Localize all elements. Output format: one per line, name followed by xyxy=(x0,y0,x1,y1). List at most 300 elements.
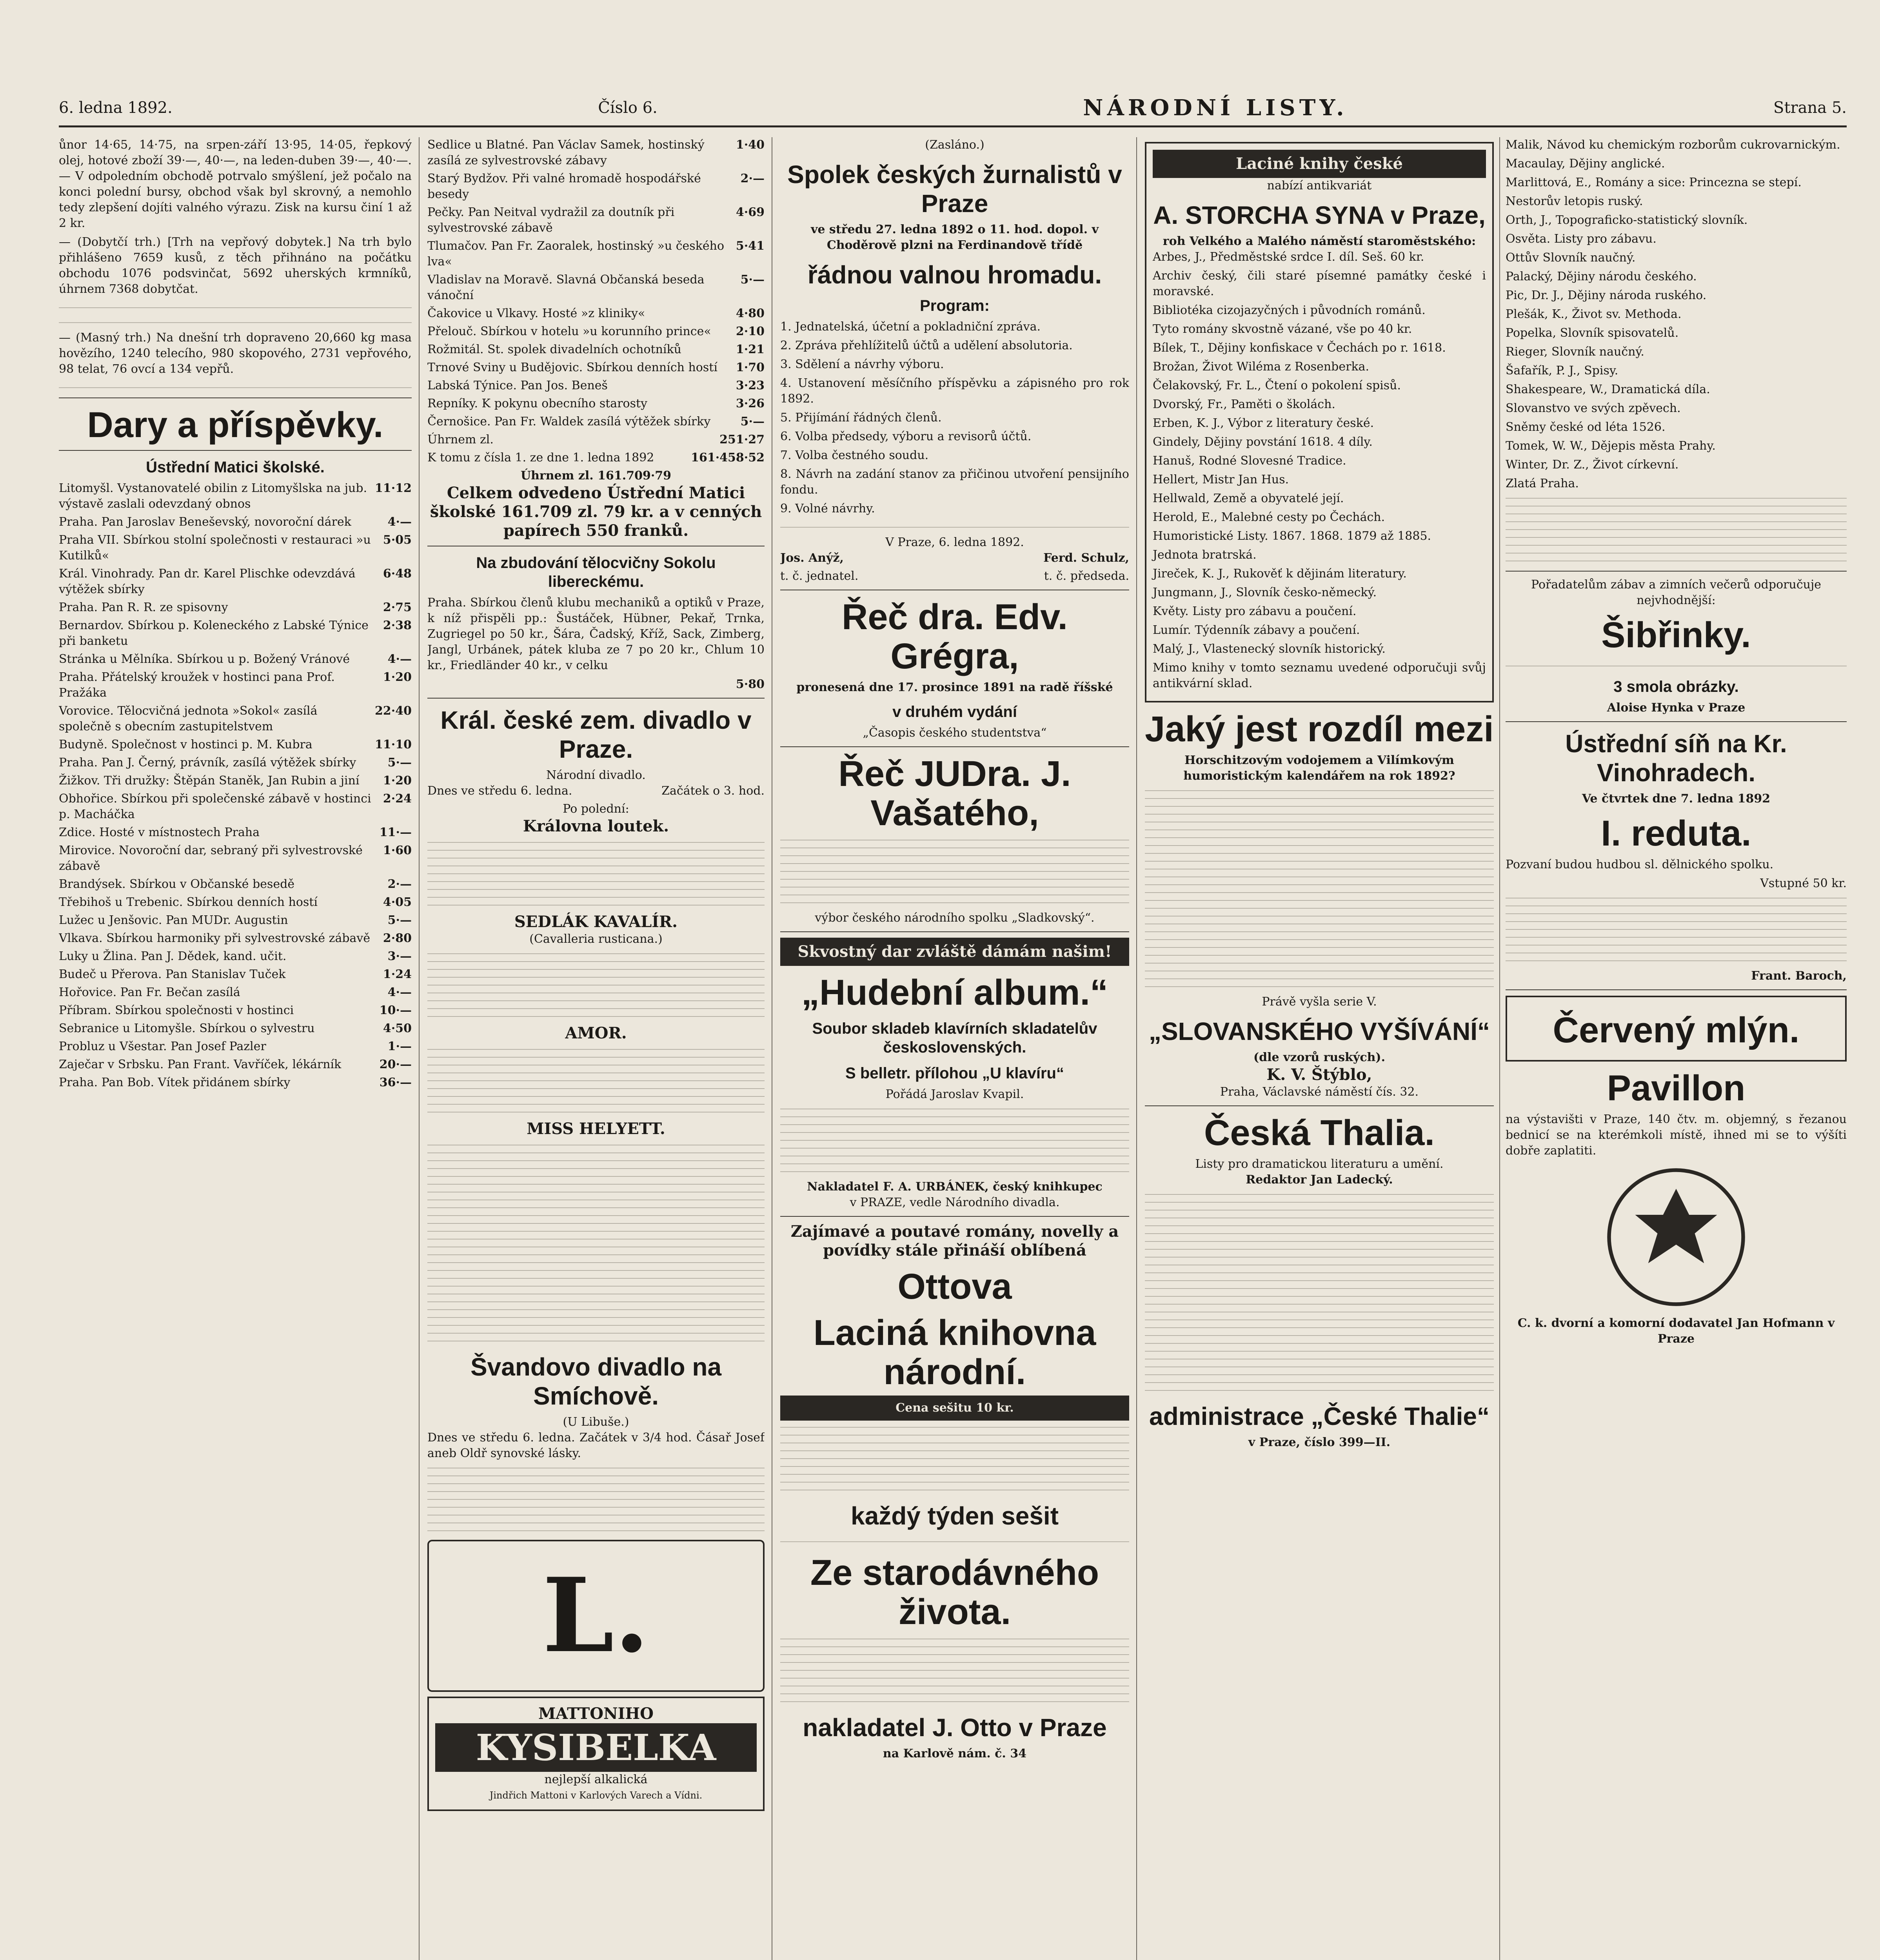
donation-entry xyxy=(59,1039,412,1054)
book-item: Jireček, K. J., Rukověť k dějinám literatury. xyxy=(1153,567,1407,581)
donation-entry xyxy=(427,272,765,303)
text-block xyxy=(1506,895,1847,965)
book-item: Slovanstvo ve svých zpěvech. xyxy=(1506,401,1681,415)
book-item: Lumír. Týdenník zábavy a poučení. xyxy=(1153,623,1360,637)
donation-entry xyxy=(59,843,412,874)
donation-amount: 1·24 xyxy=(383,967,412,981)
lacina-title: Laciná knihovna národní. xyxy=(813,1313,1096,1392)
donation-entry xyxy=(427,205,765,236)
divider xyxy=(780,746,1129,747)
donation-text: Král. Vinohrady. Pan dr. Karel Plischke odevzdává výtěžek sbírky xyxy=(59,567,356,596)
previous-total-row: K tomu z čísla 1. ze dne 1. ledna 1892 161·458·52 xyxy=(427,451,765,465)
book-item: Arbes, J., Předměstské srdce I. díl. Seš. 60 kr. xyxy=(1153,250,1424,264)
donation-entry xyxy=(59,652,412,667)
text-block xyxy=(780,1424,1129,1494)
donation-text: Stránka u Mělníka. Sbírkou u p. Božený Vránové xyxy=(59,652,350,666)
program-item: 7. Volba čestného soudu. xyxy=(780,448,929,462)
play-title: Královna loutek. xyxy=(523,817,669,835)
donation-amount: 1·20 xyxy=(383,670,412,684)
donation-text: Tlumačov. Pan Fr. Zaoralek, hostinský »u českého lva« xyxy=(427,239,725,269)
donation-text: Probluz u Všestar. Pan Josef Pazler xyxy=(59,1040,266,1053)
casopis: „Časopis českého studentstva“ xyxy=(863,726,1047,740)
book-item: Malik, Návod ku chemickým rozborům cukrovarnickým. xyxy=(1506,138,1840,152)
skvostny-banner: Skvostný dar zvláště dámám našim! xyxy=(780,938,1129,966)
donation-entry xyxy=(59,895,412,910)
book-item: Palacký, Dějiny národu českého. xyxy=(1506,270,1697,283)
vasaty-subtitle: výbor českého národního spolku „Sladkovský“. xyxy=(815,911,1095,925)
donation-text: Bernardov. Sbírkou p. Koleneckého z Labské Týnice při banketu xyxy=(59,619,369,648)
book-item: Dvorský, Fr., Paměti o školách. xyxy=(1153,397,1335,411)
book-item: Winter, Dr. Z., Život církevní. xyxy=(1506,458,1679,472)
sibrinky-title: Šibřinky. xyxy=(1601,615,1751,655)
donation-text: Sedlice u Blatné. Pan Václav Samek, hostinský zasílá ze sylvestrovské zábavy xyxy=(427,138,705,167)
donation-text: Zaječar v Srbsku. Pan Frant. Vavříček, lékárník xyxy=(59,1058,341,1071)
signature-roles: t. č. jednatel. t. č. předseda. xyxy=(780,569,1129,583)
donation-entry xyxy=(59,481,412,512)
book-item: Plešák, K., Život sv. Methoda. xyxy=(1506,307,1682,321)
book-item: Ottův Slovník naučný. xyxy=(1506,251,1636,265)
donation-entry xyxy=(59,566,412,597)
text-block xyxy=(427,1465,765,1535)
vysivani-address: Praha, Václavské náměstí čís. 32. xyxy=(1220,1085,1419,1099)
donation-entry xyxy=(427,238,765,270)
donation-amount: 11·10 xyxy=(375,738,412,751)
program-item: 4. Ustanovení měsíčního příspěvku a zápisného pro rok 1892. xyxy=(780,376,1129,406)
book-item: Gindely, Dějiny povstání 1618. 4 díly. xyxy=(1153,435,1373,449)
book-item: Nestorův letopis ruský. xyxy=(1506,194,1643,208)
donation-entry xyxy=(59,877,412,892)
donation-text: Černošice. Pan Fr. Waldek zasílá výtěžek sbírky xyxy=(427,415,711,428)
pavillon-text: na výstavišti v Praze, 140 čtv. m. objemný, s řezanou bednicí se na kterémkoli místě, ihned mi se to výšíti dobře zaplatiti. xyxy=(1506,1112,1847,1158)
obrazky-title: 3 smola obrázky. xyxy=(1613,678,1739,695)
book-item: Humoristické Listy. 1867. 1868. 1879 až 1885. xyxy=(1153,529,1431,543)
donation-text: Vorovice. Tělocvičná jednota »Sokol« zasílá společně s obecním zastupitelstvem xyxy=(59,704,318,733)
text-block xyxy=(1145,1191,1494,1395)
donation-entry xyxy=(59,600,412,615)
play-subtitle: (Cavalleria rusticana.) xyxy=(529,932,663,946)
mattoni-caption: nejlepší alkalická xyxy=(544,1773,648,1786)
text-block xyxy=(780,1105,1129,1176)
donation-text: Rožmitál. St. spolek divadelních ochotníků xyxy=(427,343,681,356)
play-title: MISS HELYETT. xyxy=(527,1120,665,1138)
hofmann-text: C. k. dvorní a komorní dodavatel Jan Hofmann v Praze xyxy=(1517,1316,1835,1346)
jaky-title: Jaký jest rozdíl mezi xyxy=(1145,709,1494,749)
donation-amount: 3·— xyxy=(387,949,412,963)
newspaper-title: NÁRODNÍ LISTY. xyxy=(1083,95,1348,121)
album-title: „Hudební album.“ xyxy=(801,973,1108,1013)
vysivani-intro: Právě vyšla serie V. xyxy=(1262,995,1377,1009)
donation-entry xyxy=(427,324,765,339)
donation-amount: 3·23 xyxy=(736,379,765,392)
donation-amount: 5·— xyxy=(740,273,765,287)
text-block xyxy=(59,315,412,327)
donation-amount: 5·— xyxy=(387,913,412,927)
donation-text: Třebihoš u Trebenic. Sbírkou denních hostí xyxy=(59,895,318,909)
donation-text: Starý Bydžov. Při valné hromadě hospodářské besedy xyxy=(427,172,701,201)
starodavne-title: Ze starodávného života. xyxy=(810,1553,1099,1632)
donation-amount: 2·24 xyxy=(383,792,412,806)
column-1 xyxy=(59,137,412,1960)
theater-note: Po polední: xyxy=(563,802,629,816)
signature-place: V Praze, 6. ledna 1892. xyxy=(885,535,1024,549)
market-report: ůnor 14·65, 14·75, na srpen-září 13·95, 14·05, řepkový olej, hotové zboží 39·—, 40·—, na leden-duben 39·—, 40·—. — V odpoledním obchodě potrvalo smýšlení, jež počalo na konci polední bursy, obchod však byl skrovný, a nemohlo tedy zlepšení dojíti valného výrazu. Zisk na kursu činí 1 až 2 kr. xyxy=(59,138,412,230)
book-list xyxy=(1506,137,1847,492)
sokol-text: Praha. Sbírkou členů klubu mechaniků a optiků v Praze, k níž přispěli pp.: Šustáček, Hübner, Pekař, Trnka, Zugriegel po 50 kr., Šára, Čadský, Kříž, Sack, Zimberg, Jangl, Urbánek, pátek kluba ze 7 po 20 kr., Chlum 10 kr., Friedländer 40 kr., v celku xyxy=(427,596,765,672)
mattoni-advertisement xyxy=(427,1697,765,1811)
book-item: Orth, J., Topograficko-statistický slovník. xyxy=(1506,213,1748,227)
donation-amount: 22·40 xyxy=(375,704,412,718)
donation-amount: 3·26 xyxy=(736,397,765,410)
donation-amount: 5·41 xyxy=(736,239,765,253)
section-title: Dary a příspěvky. xyxy=(87,405,383,445)
cena-banner: Cena sešitu 10 kr. xyxy=(780,1396,1129,1421)
book-item: Popelka, Slovník spisovatelů. xyxy=(1506,326,1679,340)
book-item: Tomek, W. W., Dějepis města Prahy. xyxy=(1506,439,1716,453)
zaslano-label: (Zasláno.) xyxy=(925,138,985,152)
klavir-editor: Pořádá Jaroslav Kvapil. xyxy=(885,1087,1024,1101)
donation-text: Praha. Pan Bob. Vítek přidánem sbírky xyxy=(59,1076,291,1089)
vstupne-row: Vstupné 50 kr. xyxy=(1760,877,1847,890)
meat-market: — (Masný trh.) Na dnešní trh dopraveno 20,660 kg masa hovězího, 1240 telecího, 980 skopového, 2731 vepřového, 98 telat, 76 ovcí a 134 vepřů. xyxy=(59,331,412,376)
donation-text: Čakovice u Vlkavy. Hosté »z kliniky« xyxy=(427,307,645,320)
storch-firm: A. STORCHA SYNA v Praze, xyxy=(1153,201,1486,229)
donation-amount: 5·— xyxy=(740,415,765,428)
text-block xyxy=(1506,495,1847,565)
book-item: Hellert, Mistr Jan Hus. xyxy=(1153,473,1289,486)
donation-amount: 1·21 xyxy=(736,343,765,356)
donation-amount: 20·— xyxy=(379,1058,412,1071)
spolek-title: Spolek českých žurnalistů v Praze xyxy=(787,160,1122,218)
donation-amount: 1·40 xyxy=(736,138,765,152)
donation-amount: 4·— xyxy=(387,985,412,999)
storch-note: Mimo knihy v tomto seznamu uvedené odporučuji svůj antikvární sklad. xyxy=(1153,661,1486,690)
book-item: Shakespeare, W., Dramatická díla. xyxy=(1506,383,1710,396)
donation-entry xyxy=(59,703,412,735)
program-list xyxy=(780,319,1129,517)
text-block xyxy=(1145,787,1494,991)
donation-entry xyxy=(427,360,765,376)
program-item: 1. Jednatelská, účetní a pokladniční zpráva. xyxy=(780,320,1041,334)
donation-entry xyxy=(427,306,765,321)
text-block xyxy=(59,380,412,392)
donation-text: Praha. Pan J. Černý, právník, zasílá výtěžek sbírky xyxy=(59,756,356,769)
donation-text: Hořovice. Pan Fr. Bečan zasílá xyxy=(59,985,240,999)
donation-text: Praha VII. Sbírkou stolní společnosti v restauraci »u Kutilků« xyxy=(59,533,371,563)
grand-total: Úhrnem zl. 161.709·79 xyxy=(520,469,672,483)
donation-entry xyxy=(59,791,412,822)
storch-subtitle: nabízí antikvariát xyxy=(1267,179,1372,192)
book-item: Jungmann, J., Slovník česko-německý. xyxy=(1153,586,1377,599)
book-item: Hellwald, Země a obyvatelé její. xyxy=(1153,492,1344,505)
book-item: Sněmy české od léta 1526. xyxy=(1506,420,1666,434)
donation-entry xyxy=(59,1057,412,1073)
donation-amount: 36·— xyxy=(379,1076,412,1089)
donation-entry xyxy=(59,514,412,530)
donation-text: Žižkov. Tři družky: Štěpán Staněk, Jan Rubin a jiní xyxy=(59,774,360,788)
text-block xyxy=(427,1046,765,1116)
album-subtitle: Soubor skladeb klavírních skladatelův československých. xyxy=(812,1020,1097,1056)
program-item: 3. Sdělení a návrhy výboru. xyxy=(780,358,944,371)
thalia-title: Česká Thalia. xyxy=(1204,1113,1435,1153)
donation-entry xyxy=(59,1003,412,1018)
storch-address: roh Velkého a Malého náměstí staroměstského: xyxy=(1163,234,1476,248)
letter-l-emblem: L. xyxy=(542,1556,650,1675)
donation-entry xyxy=(59,1075,412,1091)
donation-entry xyxy=(59,913,412,928)
kazdy-title: každý týden sešit xyxy=(851,1502,1059,1530)
program-item: 8. Návrh na zadání stanov za přičinou utvoření pensijního fondu. xyxy=(780,467,1129,497)
program-item: 6. Volba předsedy, výboru a revisorů účtů. xyxy=(780,430,1032,443)
cerveny-title: Červený mlýn. xyxy=(1553,1010,1800,1050)
divider xyxy=(59,450,412,451)
zajimave-text: Zajímavé a poutavé romány, novelly a povídky stále přináší oblíbená xyxy=(790,1222,1119,1259)
book-item: Bílek, T., Dějiny konfiskace v Čechách po r. 1618. xyxy=(1153,341,1446,355)
eagle-crest-icon xyxy=(1602,1163,1751,1312)
donation-entry xyxy=(427,396,765,412)
gregr-note: v druhém vydání xyxy=(892,703,1017,720)
book-item: Hanuš, Rodné Slovesné Tradice. xyxy=(1153,454,1346,468)
donation-entry xyxy=(59,670,412,701)
donation-text: Luky u Žlina. Pan J. Dědek, kand. učit. xyxy=(59,949,287,963)
text-block xyxy=(780,520,1129,532)
donation-text: Mirovice. Novoroční dar, sebraný při sylvestrovské zábavě xyxy=(59,844,363,873)
theater-date-row: Dnes ve středu 6. ledna. Začátek o 3. hod. xyxy=(427,784,765,798)
donation-text: Zdice. Hosté v místnostech Praha xyxy=(59,826,260,839)
donation-amount: 1·70 xyxy=(736,361,765,374)
donation-text: Vladislav na Moravě. Slavná Občanská beseda vánoční xyxy=(427,273,705,302)
donation-entry xyxy=(59,949,412,964)
section-subtitle: Ústřední Matici školské. xyxy=(146,459,325,476)
klavir-title: S belletr. přílohou „U klavíru“ xyxy=(845,1065,1064,1082)
signatures: Jos. Anýž, Ferd. Schulz, xyxy=(780,551,1129,565)
donation-text: Praha. Pan Jaroslav Beneševský, novoroční dárek xyxy=(59,515,351,529)
administrace-title: administrace „České Thalie“ xyxy=(1149,1402,1489,1430)
mattoni-footer: Jindřich Mattoni v Karlových Varech a Vídni. xyxy=(489,1790,703,1801)
theater-title: Král. české zem. divadlo v Praze. xyxy=(440,706,752,763)
sokol-title: Na zbudování tělocvičny Sokolu libereckému. xyxy=(476,554,716,590)
donation-amount: 4·80 xyxy=(736,307,765,320)
nakladatel: Aloise Hynka v Praze xyxy=(1607,701,1746,715)
book-item: Erben, K. J., Výbor z literatury české. xyxy=(1153,416,1374,430)
donation-entry xyxy=(59,1021,412,1036)
divider xyxy=(1145,1105,1494,1106)
donation-text: Budeč u Přerova. Pan Stanislav Tuček xyxy=(59,967,286,981)
book-item: Marlittová, E., Romány a sice: Princezna se stepí. xyxy=(1506,176,1802,189)
issue-number: Číslo 6. xyxy=(598,99,658,117)
donation-entry xyxy=(59,773,412,789)
donation-amount: 4·— xyxy=(387,652,412,666)
pavillon-title: Pavillon xyxy=(1607,1068,1746,1108)
column-5 xyxy=(1506,137,1847,1960)
donation-text: Vlkava. Sbírkou harmoniky při sylvestrovské zábavě xyxy=(59,931,371,945)
program-item: 2. Zpráva přehlížitelů účtů a udělení absolutoria. xyxy=(780,339,1073,352)
donation-entry xyxy=(427,137,765,169)
donation-entry xyxy=(59,618,412,649)
reduta-text: Pozvaní budou hudbou sl. dělnického spolku. xyxy=(1506,858,1774,871)
donation-amount: 11·— xyxy=(379,826,412,839)
donation-list xyxy=(59,481,412,1091)
divider xyxy=(1506,989,1847,990)
divider xyxy=(59,397,412,398)
donation-entry xyxy=(427,378,765,394)
text-block xyxy=(1506,659,1847,670)
donation-text: Příbram. Sbírkou společnosti v hostinci xyxy=(59,1004,294,1017)
gregr-title: Řeč dra. Edv. Grégra, xyxy=(841,597,1068,676)
book-item: Zlatá Praha. xyxy=(1506,477,1579,490)
ustredni-title: Ústřední síň na Kr. Vinohradech. xyxy=(1565,730,1787,787)
column-2 xyxy=(427,137,765,1960)
donation-entry xyxy=(59,825,412,840)
donation-amount: 5·05 xyxy=(383,533,412,547)
play-title: SEDLÁK KAVALÍR. xyxy=(514,913,678,931)
otto-title: nakladatel J. Otto v Praze xyxy=(803,1713,1107,1742)
sokol-amount-row: 5·80 xyxy=(736,677,765,691)
donation-entry xyxy=(59,755,412,771)
donation-entry xyxy=(427,414,765,430)
donation-text: Repníky. K pokynu obecního starosty xyxy=(427,397,647,410)
donation-entry xyxy=(59,985,412,1000)
donation-amount: 2·— xyxy=(740,172,765,185)
donation-amount: 4·05 xyxy=(383,895,412,909)
mattoni-brand: MATTONIHO xyxy=(538,1704,654,1723)
donation-amount: 1·20 xyxy=(383,774,412,788)
donation-entry xyxy=(59,737,412,753)
donation-text: Lužec u Jenšovic. Pan MUDr. Augustin xyxy=(59,913,288,927)
donation-amount: 4·— xyxy=(387,515,412,529)
gregr-subtitle: pronesená dne 17. prosince 1891 na radě říšské xyxy=(796,681,1113,694)
divider xyxy=(1506,571,1847,572)
page-number: Strana 5. xyxy=(1773,99,1847,117)
book-item: Pic, Dr. J., Dějiny národa ruského. xyxy=(1506,289,1707,302)
vasaty-title: Řeč JUDra. J. Vašatého, xyxy=(838,754,1071,833)
column-rule xyxy=(1499,137,1500,1960)
donation-amount: 1·— xyxy=(387,1040,412,1053)
book-item: Jednota bratrská. xyxy=(1153,548,1257,562)
column-4 xyxy=(1145,137,1494,1960)
donation-amount: 10·— xyxy=(379,1004,412,1017)
ottova-title: Ottova xyxy=(897,1267,1012,1307)
book-item: Malý, J., Vlastenecký slovník historický. xyxy=(1153,642,1386,656)
donation-text: Sebranice u Litomyšle. Sbírkou o sylvestru xyxy=(59,1022,315,1035)
mattoni-product: KYSIBELKA xyxy=(435,1723,757,1772)
column-rule xyxy=(419,137,420,1960)
donation-list xyxy=(427,137,765,430)
theater2-title: Švandovo divadlo na Smíchově. xyxy=(470,1353,722,1410)
storch-title: Laciné knihy české xyxy=(1153,150,1486,178)
spolek-text: ve středu 27. ledna 1892 o 11. hod. dopol. v Choděrově plzni na Ferdinandově třídě xyxy=(810,223,1099,252)
theater2-subtitle: (U Libuše.) xyxy=(563,1415,629,1429)
donation-amount: 11·12 xyxy=(375,481,412,495)
donation-amount: 2·10 xyxy=(736,325,765,338)
poradatelum: Pořadatelům zábav a zimních večerů odporučuje nejvhodnější: xyxy=(1531,578,1821,607)
text-block xyxy=(427,839,765,909)
divider xyxy=(780,931,1129,932)
storch-advertisement xyxy=(1145,142,1494,702)
donation-amount: 4·50 xyxy=(383,1022,412,1035)
donation-amount: 2·75 xyxy=(383,601,412,614)
vysivani-author: K. V. Štýblo, xyxy=(1266,1065,1372,1084)
donation-text: Budyně. Společnost v hostinci p. M. Kubra xyxy=(59,738,312,751)
subtotal-row: Úhrnem zl. 251·27 xyxy=(427,433,765,446)
text-block xyxy=(780,837,1129,907)
grand-total-note: Celkem odvedeno Ústřední Matici školské 161.709 zl. 79 kr. a v cenných papírech 550 franků. xyxy=(430,484,762,540)
book-item: Šafařík, P. J., Spisy. xyxy=(1506,364,1618,377)
donation-amount: 2·— xyxy=(387,877,412,891)
cerveny-box xyxy=(1506,996,1847,1062)
theater2-text: Dnes ve středu 6. ledna. Začátek v 3/4 hod. Čásař Josef aneb Oldř synovské lásky. xyxy=(427,1431,765,1460)
donation-text: Trnové Sviny u Budějovic. Sbírkou denních hostí xyxy=(427,361,717,374)
reduta-title: I. reduta. xyxy=(1601,813,1751,853)
divider xyxy=(427,698,765,699)
book-item: Herold, E., Malebné cesty po Čechách. xyxy=(1153,510,1385,524)
vysivani-subtitle: (dle vzorů ruských). xyxy=(1253,1051,1386,1064)
donation-amount: 6·48 xyxy=(383,567,412,581)
advertisement-emblem xyxy=(427,1540,765,1692)
program-item: 5. Přijímání řádných členů. xyxy=(780,411,942,425)
book-item: Bibliotéka cizojazyčných i původních románů. xyxy=(1153,303,1426,317)
donation-entry xyxy=(427,171,765,202)
program-title: Program: xyxy=(920,297,990,314)
donation-text: Obhořice. Sbírkou při společenské zábavě v hostinci p. Macháčka xyxy=(59,792,371,821)
text-block xyxy=(780,1635,1129,1706)
hofmann-advertisement xyxy=(1506,1163,1847,1312)
donation-amount: 1·60 xyxy=(383,844,412,857)
donation-text: Brandýsek. Sbírkou v Občanské besedě xyxy=(59,877,295,891)
donation-entry xyxy=(59,931,412,946)
column-rule xyxy=(1136,137,1137,1960)
urbanek-title: Nakladatel F. A. URBÁNEK, český knihkupec xyxy=(807,1180,1103,1194)
hromada-title: řádnou valnou hromadu. xyxy=(807,261,1102,289)
donation-entry xyxy=(59,532,412,564)
theater-subtitle: Národní divadlo. xyxy=(546,768,646,782)
text-block xyxy=(427,950,765,1021)
donation-text: Labská Týnice. Pan Jos. Beneš xyxy=(427,379,608,392)
divider xyxy=(1506,721,1847,722)
book-item: Květy. Listy pro zábavu a poučení. xyxy=(1153,604,1357,618)
jaky-subtitle: Horschitzovým vodojemem a Vilímkovým humoristickým kalendářem na rok 1892? xyxy=(1183,753,1455,783)
donation-text: Praha. Přátelský kroužek v hostinci pana Prof. Pražáka xyxy=(59,670,335,700)
book-item: Macaulay, Dějiny anglické. xyxy=(1506,157,1665,171)
ctvrtek: Ve čtvrtek dne 7. ledna 1892 xyxy=(1582,792,1771,806)
book-item: Rieger, Slovník naučný. xyxy=(1506,345,1644,359)
masthead xyxy=(59,90,1847,127)
donation-entry xyxy=(427,342,765,358)
text-block xyxy=(427,1142,765,1345)
text-block xyxy=(780,1534,1129,1546)
donation-amount: 2·38 xyxy=(383,619,412,632)
donation-amount: 5·— xyxy=(387,756,412,769)
book-item: Tyto romány skvostně vázané, vše po 40 kr. xyxy=(1153,322,1412,336)
donation-text: Litomyšl. Vystanovatelé obilin z Litomyšlska na jub. výstavě zaslali odevzdaný obnos xyxy=(59,481,367,511)
donation-amount: 4·69 xyxy=(736,205,765,219)
book-item: Archiv český, čili staré písemné památky české i moravské. xyxy=(1153,269,1486,298)
divider xyxy=(780,1216,1129,1217)
thalia-subtitle: Listy pro dramatickou literaturu a umění. xyxy=(1195,1157,1444,1171)
play-title: AMOR. xyxy=(565,1024,627,1042)
donation-amount: 2·80 xyxy=(383,931,412,945)
donation-text: Pečky. Pan Neitval vydražil za doutník při sylvestrovské zábavě xyxy=(427,205,675,235)
otto-address: na Karlově nám. č. 34 xyxy=(883,1747,1027,1760)
text-block xyxy=(59,300,412,312)
barock-row: Frant. Baroch, xyxy=(1751,969,1847,983)
book-item: Brožan, Život Wiléma z Rosenberka. xyxy=(1153,360,1370,374)
donation-text: Přelouč. Sbírkou v hotelu »u korunního prince« xyxy=(427,325,711,338)
urbanek-subtitle: v PRAZE, vedle Národního divadla. xyxy=(850,1196,1060,1209)
donation-entry xyxy=(59,967,412,982)
issue-date: 6. ledna 1892. xyxy=(59,99,173,117)
redaktor: Redaktor Jan Ladecký. xyxy=(1246,1173,1393,1187)
donation-text: Praha. Pan R. R. ze spisovny xyxy=(59,601,228,614)
